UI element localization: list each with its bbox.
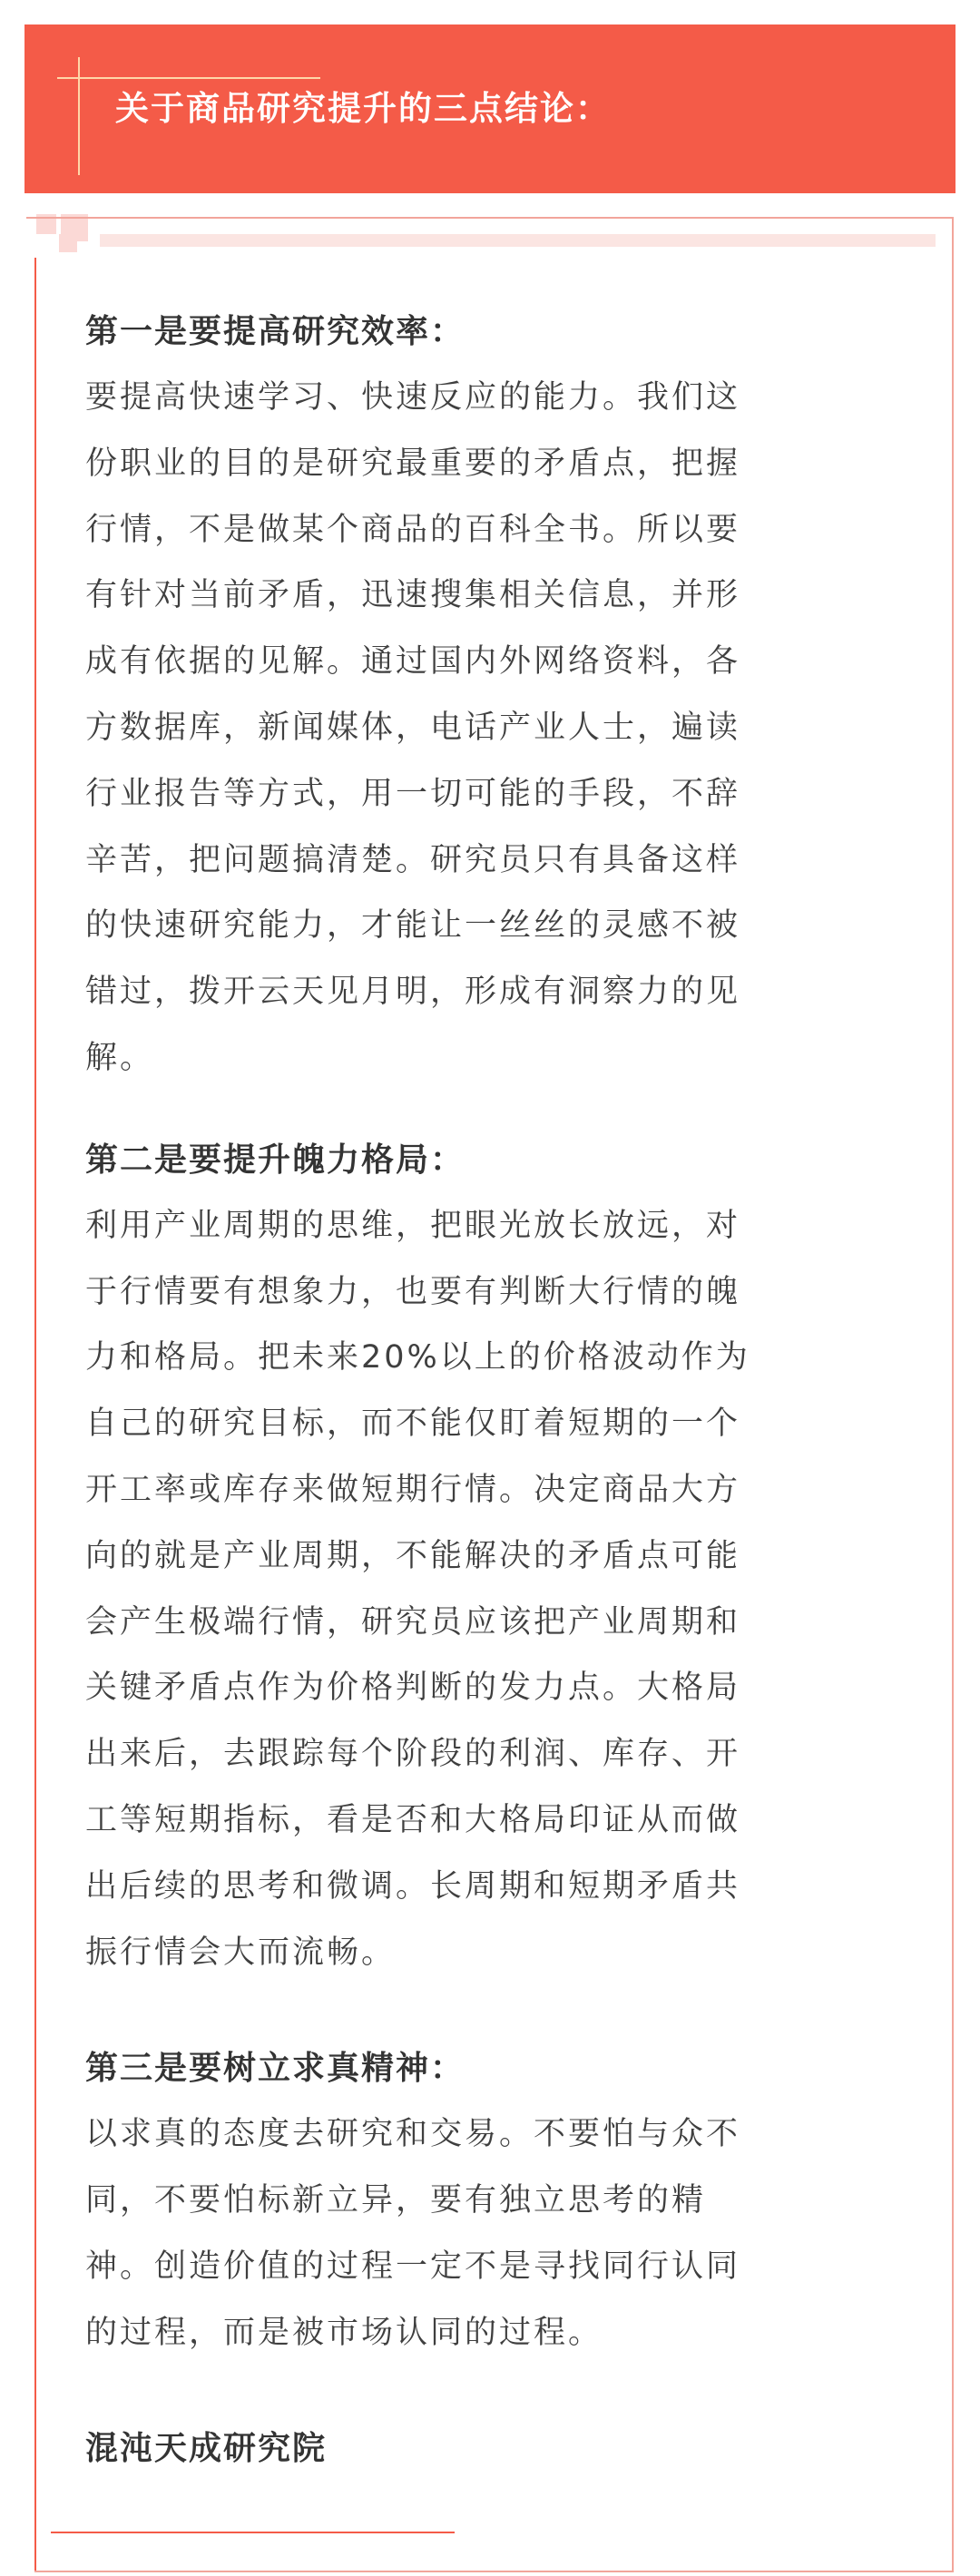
paragraph-line: 出后续的思考和微调。长周期和短期矛盾共	[85, 1867, 741, 1905]
frame-border-right	[952, 217, 954, 2572]
section-heading: 第三是要树立求真精神：	[85, 2050, 466, 2088]
paragraph-line: 振行情会大而流畅。	[85, 1934, 397, 1971]
paragraph-line: 错过，拨开云天见月明，形成有洞察力的见	[85, 974, 741, 1011]
section-paragraph	[85, 365, 902, 1092]
paragraph-line: 关键矛盾点作为价格判断的发力点。大格局	[85, 1670, 741, 1707]
decorative-vertical-line	[78, 57, 80, 175]
page-title: 关于商品研究提升的三点结论：	[115, 89, 611, 128]
paragraph-line: 工等短期指标，看是否和大格局印证从而做	[85, 1801, 741, 1838]
paragraph-line: 自己的研究目标，而不能仅盯着短期的一个	[85, 1406, 741, 1443]
paragraph-line: 行业报告等方式，用一切可能的手段，不辞	[85, 775, 741, 812]
paragraph-line: 会产生极端行情，研究员应该把产业周期和	[85, 1603, 741, 1641]
paragraph-line: 出来后，去跟踪每个阶段的利润、库存、开	[85, 1736, 741, 1773]
paragraph-line: 的快速研究能力，才能让一丝丝的灵感不被	[85, 907, 741, 945]
article-body	[85, 299, 902, 2366]
paragraph-line: 解。	[85, 1039, 155, 1076]
frame-border-top	[26, 217, 953, 219]
section-paragraph	[85, 2101, 902, 2365]
paragraph-line: 份职业的目的是研究最重要的矛盾点，把握	[85, 445, 741, 482]
frame-border-bottom	[34, 2571, 953, 2572]
paragraph-line: 方数据库，新闻媒体，电话产业人士，遍读	[85, 709, 741, 746]
frame-accent-line	[51, 2532, 455, 2533]
decorative-square	[59, 234, 77, 252]
paragraph-line: 有针对当前矛盾，迅速搜集相关信息，并形	[85, 577, 741, 614]
paragraph-line: 利用产业周期的思维，把眼光放长放远，对	[85, 1207, 741, 1244]
paragraph-line: 开工率或库存来做短期行情。决定商品大方	[85, 1471, 741, 1508]
paragraph-line: 行情，不是做某个商品的百科全书。所以要	[85, 511, 741, 548]
paragraph-line: 辛苦，把问题搞清楚。研究员只有具备这样	[85, 841, 741, 878]
paragraph-line: 以求真的态度去研究和交易。不要怕与众不	[85, 2116, 741, 2153]
paragraph-line: 同，不要怕标新立异，要有独立思考的精	[85, 2182, 707, 2219]
paragraph-line: 的过程，而是被市场认同的过程。	[85, 2314, 603, 2351]
paragraph-line: 向的就是产业周期，不能解决的矛盾点可能	[85, 1537, 741, 1574]
section-heading: 第二是要提升魄力格局：	[85, 1141, 466, 1179]
paragraph-line: 成有依据的见解。通过国内外网络资料，各	[85, 643, 741, 681]
signature: 混沌天成研究院	[85, 2430, 328, 2467]
frame-border-left	[34, 258, 36, 2572]
section-paragraph	[85, 1193, 902, 1986]
header-banner	[24, 24, 956, 193]
paragraph-line: 于行情要有想象力，也要有判断大行情的魄	[85, 1273, 741, 1310]
section-heading: 第一是要提高研究效率：	[85, 313, 466, 350]
paragraph-line: 神。创造价值的过程一定不是寻找同行认同	[85, 2248, 741, 2285]
paragraph-line: 力和格局。把未来20%以上的价格波动作为	[85, 1339, 750, 1376]
decorative-bar	[100, 234, 936, 247]
paragraph-line: 要提高快速学习、快速反应的能力。我们这	[85, 379, 741, 416]
